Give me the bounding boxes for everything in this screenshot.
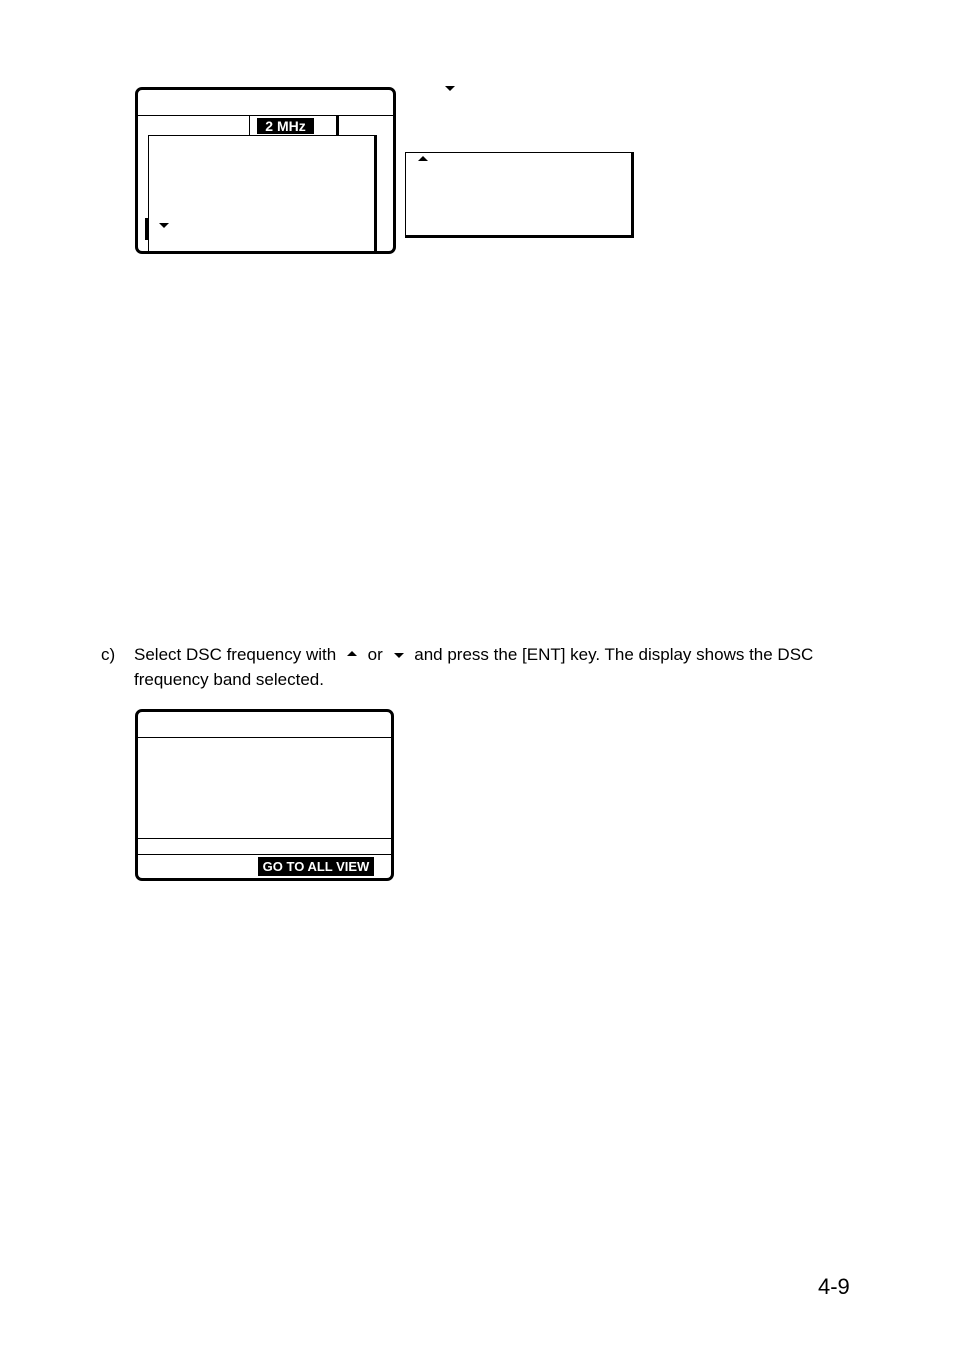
up-key-icon: [347, 651, 357, 656]
list-scroll-down-icon[interactable]: [159, 223, 169, 228]
down-arrow-icon: [445, 86, 455, 91]
band-badge[interactable]: 2 MHz: [257, 118, 314, 134]
instruction-line-1: [134, 642, 813, 667]
cursor-bar: [145, 218, 148, 240]
screen-2-footer-divider-bottom: [138, 854, 391, 855]
go-to-all-view-button[interactable]: GO TO ALL VIEW: [258, 857, 374, 876]
page-number: 4-9: [818, 1274, 850, 1299]
screen-2-title-divider: [138, 737, 391, 738]
instruction-or: or: [367, 645, 383, 664]
screen-2-footer-divider-top: [138, 838, 391, 839]
frequency-list-panel[interactable]: [148, 135, 377, 251]
scroll-popup: [405, 152, 634, 238]
down-key-icon: [394, 653, 404, 658]
instruction-text-after: and press the [ENT] key. The display shows the DSC: [414, 645, 814, 664]
screen-2-display: [135, 709, 394, 881]
list-scroll-up-icon[interactable]: [418, 156, 428, 161]
instruction-text-before: Select DSC frequency with: [134, 645, 337, 664]
instruction-marker: c): [101, 645, 116, 664]
instruction-line-2: frequency band selected.: [134, 670, 324, 689]
